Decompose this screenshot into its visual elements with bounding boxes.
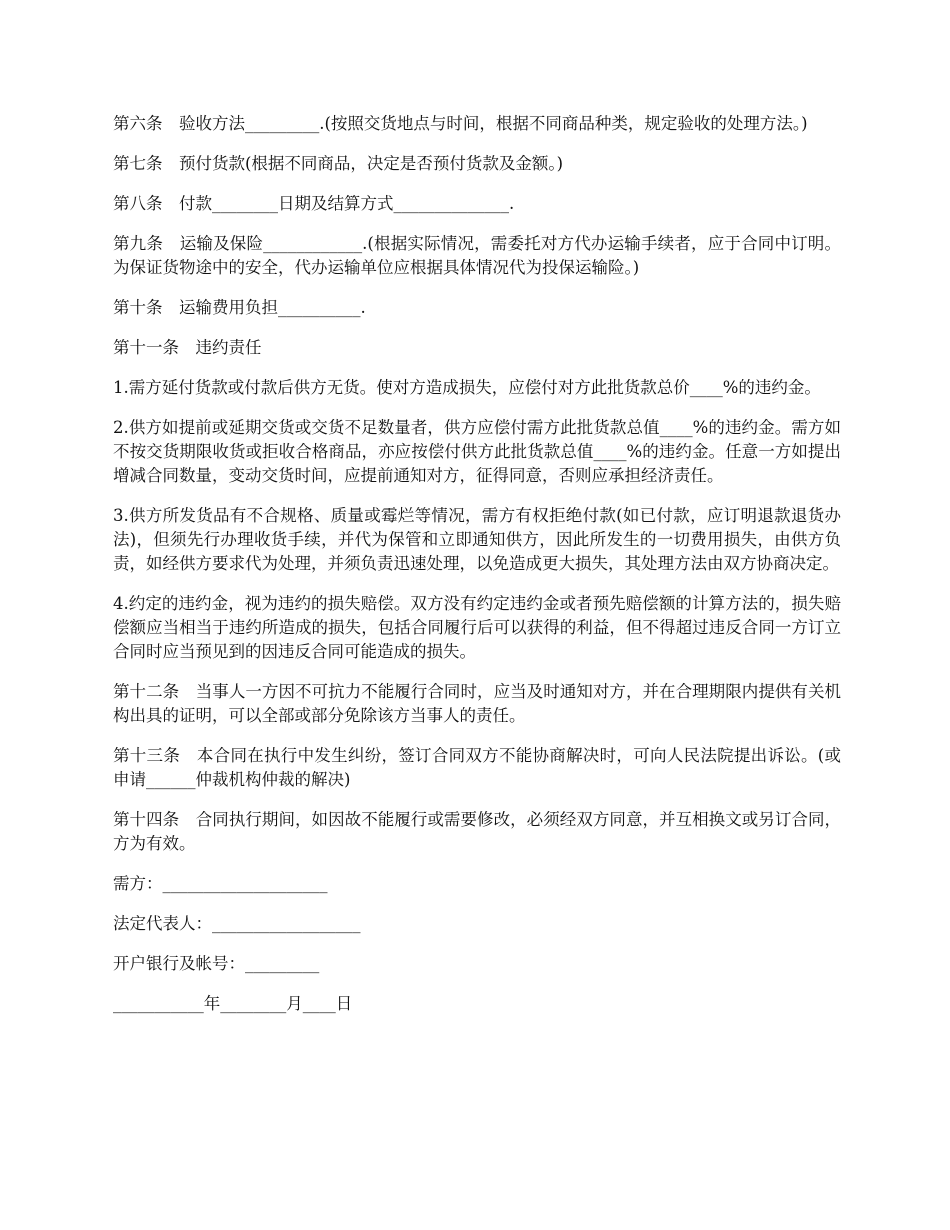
- clause-13-dispute-resolution: 第十三条 本合同在执行中发生纠纷，签订合同双方不能协商解决时，可向人民法院提出诉讼。(或申请______仲裁机构仲裁的解决): [113, 746, 841, 789]
- breach-item-1: 1.需方延付货款或付款后供方无货。使对方造成损失，应偿付对方此批货款总价____%的违约金。: [113, 378, 821, 397]
- clause-10-freight-cost: 第十条 运输费用负担__________.: [113, 298, 366, 317]
- clause-11-breach-liability-heading: 第十一条 违约责任: [113, 338, 262, 357]
- clause-9-transport-insurance: 第九条 运输及保险____________.(根据实际情况，需委托对方代办运输手续者，应于合同中订明。为保证货物途中的安全，代办运输单位应根据具体情况代为投保运输险。): [113, 234, 841, 277]
- bank-account-line: 开户银行及帐号：_________: [113, 954, 320, 973]
- breach-item-3: 3.供方所发货品有不合规格、质量或霉烂等情况，需方有权拒绝付款(如已付款，应订明退款退货办法)，但须先行办理收货手续，并代为保管和立即通知供方，因此所发生的一切费用损失，由供方负责，如经供方要求代为处理，并须负责迅速处理，以免造成更大损失，其处理方法由双方协商决定。: [113, 506, 841, 573]
- clause-14-contract-modification: 第十四条 合同执行期间，如因故不能履行或需要修改，必须经双方同意，并互相换文或另订合同，方为有效。: [113, 810, 841, 853]
- breach-item-2: 2.供方如提前或延期交货或交货不足数量者，供方应偿付需方此批货款总值____%的违约金。需方如不按交货期限收货或拒收合格商品，亦应按偿付供方此批货款总值____%的违约金。任意一方如提出增减合同数量，变动交货时间，应提前通知对方，征得同意，否则应承担经济责任。: [113, 418, 841, 485]
- clause-6-acceptance-method: 第六条 验收方法_________.(按照交货地点与时间，根据不同商品种类，规定验收的处理方法。): [113, 114, 808, 133]
- legal-representative-line: 法定代表人：__________________: [113, 914, 361, 933]
- contract-document: [113, 112, 841, 1032]
- buyer-signature-line: 需方：____________________: [113, 874, 328, 893]
- clause-8-payment-terms: 第八条 付款________日期及结算方式______________.: [113, 194, 515, 213]
- date-line: ___________年________月____日: [113, 994, 353, 1013]
- clause-7-advance-payment: 第七条 预付货款(根据不同商品，决定是否预付货款及金额。): [113, 154, 564, 173]
- breach-item-4: 4.约定的违约金，视为违约的损失赔偿。双方没有约定违约金或者预先赔偿额的计算方法的，损失赔偿额应当相当于违约所造成的损失，包括合同履行后可以获得的利益，但不得超过违反合同一方订立合同时应当预见到的因违反合同可能造成的损失。: [113, 594, 841, 661]
- clause-12-force-majeure: 第十二条 当事人一方因不可抗力不能履行合同时，应当及时通知对方，并在合理期限内提供有关机构出具的证明，可以全部或部分免除该方当事人的责任。: [113, 682, 841, 725]
